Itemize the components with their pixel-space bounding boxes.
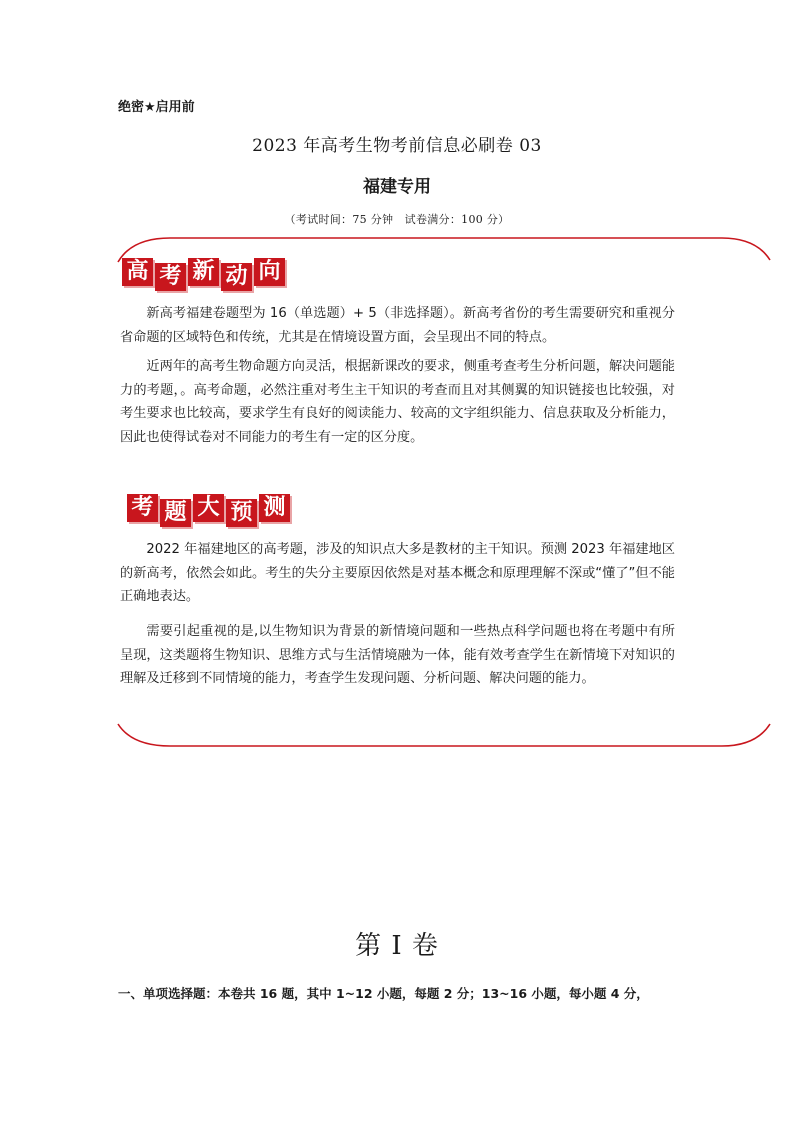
banner-char: 新 [188,258,219,286]
new-trends-paragraph-1: 新高考福建卷题型为 16（单选题）+ 5（非选择题）。新高考省份的考生需要研究和重视分省命题的区域特色和传统，尤其是在情境设置方面，会呈现出不同的特点。 [120,306,675,345]
forecast-paragraph-1: 2022 年福建地区的高考题，涉及的知识点大多是教材的主干知识。预测 2023 年福建地区的新高考，依然会如此。考生的失分主要原因依然是对基本概念和原理理解不深或“懂了”但不能正确地表达。 [120,542,675,605]
banner-char: 预 [226,499,257,527]
confidential-label: 绝密★启用前 [118,100,195,115]
new-trends-paragraph-2: 近两年的高考生物命题方向灵活，根据新课改的要求，侧重考查考生分析问题，解决问题能力的考题，。高考命题，必然注重对考生主干知识的考查而且对其侧翼的知识链接也比较强，对考生要求也比较高，要求学生有良好的阅读能力、较高的文字组织能力、信息获取及分析能力，因此也使得试卷对不同能力的考生有一定的区分度。 [120,359,675,445]
frame-bottom-curve [118,724,770,746]
banner-char: 动 [221,263,252,291]
question-section-intro: 一、单项选择题：本卷共 16 题，其中 1~12 小题，每题 2 分；13~16 小题，每小题 4 分， [118,986,649,1001]
exam-info: （考试时间：75 分钟 试卷满分：100 分） [284,213,510,226]
banner-char: 考 [155,263,186,291]
exam-subtitle: 福建专用 [363,177,431,197]
banner-char: 考 [127,494,158,522]
banner-forecast [127,494,290,527]
banner-char: 向 [254,258,285,286]
banner-char: 高 [122,258,153,286]
banner-char: 题 [160,499,191,527]
volume-title: 第 I 卷 [355,931,439,961]
banner-new-trends [122,258,285,291]
forecast-paragraph-2: 需要引起重视的是,以生物知识为背景的新情境问题和一些热点科学问题也将在考题中有所呈现，这类题将生物知识、思维方式与生活情境融为一体，能有效考查学生在新情境下对知识的理解及迁移到不同情境的能力，考查学生发现问题、分析问题、解决问题的能力。 [120,624,675,687]
banner-char: 测 [259,494,290,522]
exam-title: 2023 年高考生物考前信息必刷卷 03 [252,136,542,156]
banner-char: 大 [193,494,224,522]
